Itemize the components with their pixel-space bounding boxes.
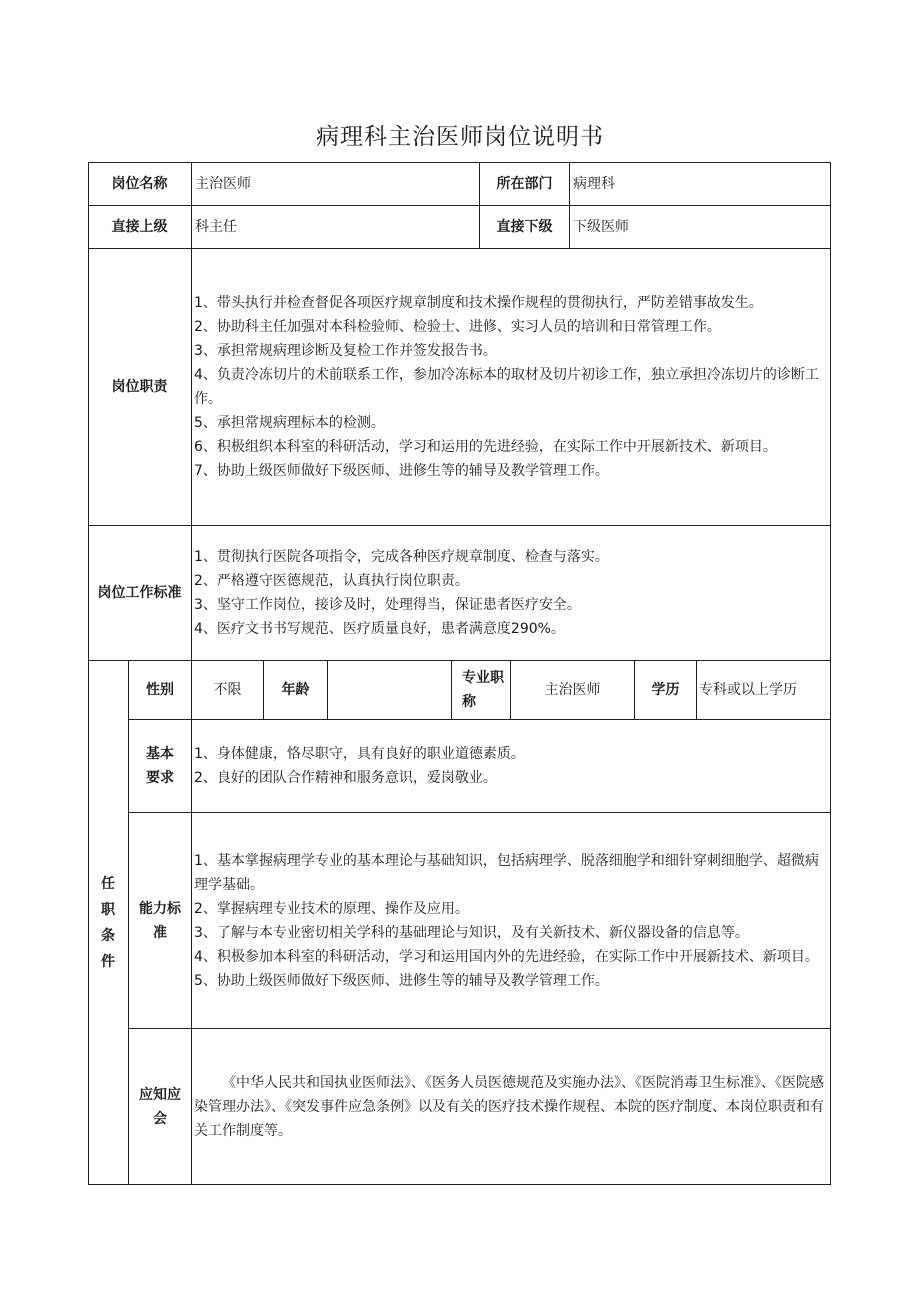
- required-knowledge-label-line: 会: [153, 1110, 167, 1127]
- qualifications-label-char: 任: [101, 875, 115, 892]
- professional-title-label-line: 称: [462, 694, 476, 710]
- ability-item: 5、协助上级医师做好下级医师、进修生等的辅导及教学管理工作。: [194, 972, 609, 989]
- qualifications-label-char: 职: [101, 901, 115, 918]
- professional-title-label: [452, 661, 511, 720]
- required-knowledge-label-line: 应知应: [139, 1086, 181, 1103]
- duty-item: 6、积极组织本科室的科研活动，学习和运用的先进经验，在实际工作中开展新技术、新项目。: [194, 439, 777, 455]
- work-standards-label: 岗位工作标准: [88, 526, 192, 661]
- duty-item: 2、协助科主任加强对本科检验师、检验士、进修、实习人员的培训和日常管理工作。: [194, 319, 721, 335]
- duty-item: 3、承担常规病理诊断及复检工作并签发报告书。: [194, 343, 497, 359]
- basic-requirements-label: [129, 720, 192, 813]
- gender-label: 性别: [129, 661, 192, 720]
- age-value: [328, 661, 452, 720]
- position-name-value: 主治医师: [192, 162, 480, 206]
- ability-standards-label: [129, 813, 192, 1029]
- standard-item: 1、贯彻执行医院各项指令，完成各种医疗规章制度、检查与落实。: [194, 549, 609, 565]
- duty-item: 1、带头执行并检查督促各项医疗规章制度和技术操作规程的贯彻执行，严防差错事故发生。: [194, 295, 763, 311]
- ability-standards-label-line: 能力标: [139, 900, 181, 917]
- age-label: 年龄: [264, 661, 328, 720]
- department-value: 病理科: [570, 162, 831, 206]
- direct-subordinate-label: 直接下级: [480, 206, 570, 249]
- duties-label: 岗位职责: [88, 249, 192, 526]
- direct-superior-value: 科主任: [192, 206, 480, 249]
- required-knowledge-text-cell: [192, 1029, 831, 1185]
- ability-standards-list: [192, 813, 831, 1029]
- gender-value: 不限: [192, 661, 264, 720]
- education-value: 专科或以上学历: [697, 661, 831, 720]
- basic-requirements-label-line: 基本: [146, 746, 174, 762]
- standard-item: 2、严格遵守医德规范，认真执行岗位职责。: [194, 573, 469, 589]
- basic-requirements-list: [192, 720, 831, 813]
- standard-item: 3、坚守工作岗位，接诊及时，处理得当，保证患者医疗安全。: [194, 597, 581, 613]
- duty-item: 7、协助上级医师做好下级医师、进修生等的辅导及教学管理工作。: [194, 463, 609, 479]
- duty-item: 4、负责冷冻切片的术前联系工作，参加冷冻标本的取材及切片初诊工作，独立承担冷冻切片的诊断工作。: [194, 367, 819, 407]
- required-knowledge-label: [129, 1029, 192, 1185]
- qualifications-label-char: 条: [101, 927, 115, 944]
- education-label: 学历: [635, 661, 697, 720]
- qualifications-label: [88, 661, 129, 1185]
- ability-item: 1、基本掌握病理学专业的基本理论与基础知识，包括病理学、脱落细胞学和细针穿刺细胞学、超微病理学基础。: [194, 852, 819, 893]
- ability-item: 3、了解与本专业密切相关学科的基础理论与知识，及有关新技术、新仪器设备的信息等。: [194, 924, 749, 941]
- professional-title-label-line: 专业职: [462, 670, 504, 686]
- basic-requirement-item: 2、良好的团队合作精神和服务意识，爱岗敬业。: [194, 770, 497, 786]
- ability-standards-label-line: 准: [153, 924, 167, 941]
- qualifications-label-char: 件: [101, 953, 115, 970]
- direct-superior-label: 直接上级: [88, 206, 192, 249]
- department-label: 所在部门: [480, 162, 570, 206]
- duties-list: [192, 249, 831, 526]
- basic-requirements-label-line: 要求: [146, 770, 174, 786]
- ability-item: 2、掌握病理专业技术的原理、操作及应用。: [194, 900, 469, 917]
- basic-requirement-item: 1、身体健康，恪尽职守，具有良好的职业道德素质。: [194, 746, 525, 762]
- page-title: 病理科主治医师岗位说明书: [316, 124, 604, 150]
- direct-subordinate-value: 下级医师: [570, 206, 831, 249]
- required-knowledge-text: 《中华人民共和国执业医师法》、《医务人员医德规范及实施办法》、《医院消毒卫生标准》、《医院感染管理办法》、《突发事件应急条例》以及有关的医疗技术操作规程、本院的医疗制度、本岗位职责和有关工作制度等。: [194, 1074, 824, 1139]
- duty-item: 5、承担常规病理标本的检测。: [194, 415, 385, 431]
- work-standards-list: [192, 526, 831, 661]
- ability-item: 4、积极参加本科室的科研活动，学习和运用国内外的先进经验，在实际工作中开展新技术、新项目。: [194, 948, 819, 965]
- professional-title-value: 主治医师: [511, 661, 635, 720]
- position-name-label: 岗位名称: [88, 162, 192, 206]
- standard-item: 4、医疗文书书写规范、医疗质量良好，患者满意度290%。: [194, 621, 565, 637]
